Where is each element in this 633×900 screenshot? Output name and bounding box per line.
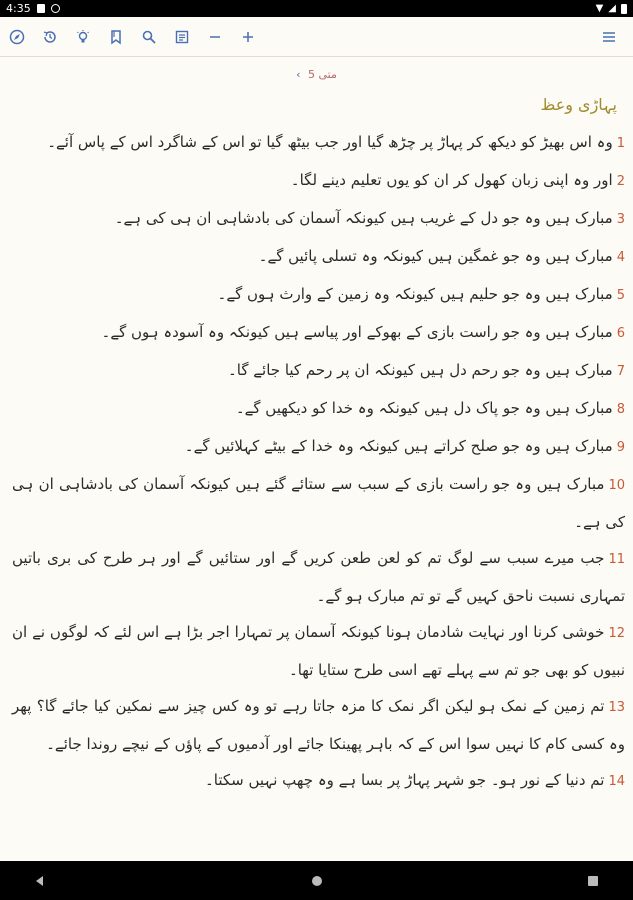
chevron-left-icon: › (296, 68, 301, 81)
notes-icon[interactable] (165, 17, 198, 57)
verse[interactable] (0, 614, 633, 688)
verse-text: مبارک ہیں وہ جو رحم دل ہیں کیونکہ ان پر رحم کیا جائے گا۔ (227, 361, 613, 379)
menu-icon[interactable] (592, 17, 625, 57)
zoom-in-icon[interactable] (231, 17, 264, 57)
verse[interactable] (0, 428, 633, 466)
reading-pane[interactable] (0, 58, 633, 861)
verse-text: تم زمین کے نمک ہو لیکن اگر نمک کا مزہ جاتا رہے تو وہ کس چیز سے نمکین کیا جائے گا؟ پھر وہ کسی کام کا نہیں سوا اس کے کہ باہر پھینکا جائے اور آدمیوں کے پاؤں کے نیچے روندا جائے۔ (12, 697, 625, 753)
verse[interactable] (0, 162, 633, 200)
verse[interactable] (0, 124, 633, 162)
verse-text: جب میرے سبب سے لوگ تم کو لعن طعن کریں گے اور ستائیں گے اور ہر طرح کی بری باتیں تمہاری نسبت ناحق کہیں گے تو تم مبارک ہو گے۔ (12, 549, 625, 605)
verse[interactable] (0, 540, 633, 614)
settings-icon (51, 4, 60, 13)
verse-number: 12 (608, 626, 625, 641)
zoom-out-icon[interactable] (198, 17, 231, 57)
verse-text: مبارک ہیں وہ جو غمگین ہیں کیونکہ وہ تسلی پائیں گے۔ (258, 247, 613, 265)
bookmark-icon[interactable] (99, 17, 132, 57)
compass-icon[interactable] (0, 17, 33, 57)
verse-number: 11 (608, 552, 625, 567)
section-heading: پہاڑی وعظ (540, 95, 617, 114)
verse-text: مبارک ہیں وہ جو راست بازی کے بھوکے اور پیاسے ہیں کیونکہ وہ آسودہ ہوں گے۔ (101, 323, 613, 341)
verse-text: اور وہ اپنی زبان کھول کر ان کو یوں تعلیم دینے لگا۔ (290, 171, 613, 189)
verse-list (0, 124, 633, 800)
verse-number: 3 (616, 212, 625, 227)
verse-text: مبارک ہیں وہ جو حلیم ہیں کیونکہ وہ زمین کے وارث ہوں گے۔ (217, 285, 613, 303)
signal-icon: ◢ (608, 3, 616, 14)
chapter-label: متی 5 (308, 68, 337, 81)
chapter-selector[interactable] (0, 58, 633, 84)
verse-number: 13 (608, 700, 625, 715)
verse[interactable] (0, 200, 633, 238)
verse-number: 10 (608, 478, 625, 493)
verse[interactable] (0, 466, 633, 540)
verse-number: 7 (616, 364, 625, 379)
status-bar (0, 0, 633, 17)
verse[interactable] (0, 352, 633, 390)
verse-number: 4 (616, 250, 625, 265)
verse-number: 2 (616, 174, 625, 189)
verse-number: 9 (616, 440, 625, 455)
battery-icon (621, 4, 627, 14)
history-icon[interactable] (33, 17, 66, 57)
sim-icon (37, 4, 45, 13)
verse-text: مبارک ہیں وہ جو صلح کراتے ہیں کیونکہ وہ خدا کے بیٹے کہلائیں گے۔ (184, 437, 613, 455)
recents-icon[interactable] (583, 871, 603, 891)
verse-text: تم دنیا کے نور ہو۔ جو شہر پہاڑ پر بسا ہے وہ چھپ نہیں سکتا۔ (204, 771, 605, 789)
verse-number: 5 (616, 288, 625, 303)
verse-number: 6 (616, 326, 625, 341)
verse-text: مبارک ہیں وہ جو راست بازی کے سبب سے ستائے گئے ہیں کیونکہ آسمان کی بادشاہی ان ہی کی ہے۔ (12, 475, 625, 531)
toolbar (0, 17, 633, 57)
verse-number: 1 (616, 136, 625, 151)
system-nav-bar (0, 861, 633, 900)
wifi-icon: ▼ (595, 3, 604, 14)
back-icon[interactable] (30, 871, 50, 891)
lightbulb-icon[interactable] (66, 17, 99, 57)
home-icon[interactable] (307, 871, 327, 891)
verse[interactable] (0, 688, 633, 762)
verse[interactable] (0, 390, 633, 428)
verse[interactable] (0, 314, 633, 352)
verse[interactable] (0, 238, 633, 276)
verse[interactable] (0, 762, 633, 800)
verse-text: مبارک ہیں وہ جو پاک دل ہیں کیونکہ وہ خدا کو دیکھیں گے۔ (235, 399, 613, 417)
verse[interactable] (0, 276, 633, 314)
verse-text: خوشی کرنا اور نہایت شادمان ہونا کیونکہ آسمان پر تمہارا اجر بڑا ہے اس لئے کہ لوگوں نے ان نبیوں کو بھی جو تم سے پہلے تھے اسی طرح ستایا تھا۔ (12, 623, 625, 679)
verse-number: 8 (616, 402, 625, 417)
verse-text: وہ اس بھیڑ کو دیکھ کر پہاڑ پر چڑھ گیا اور جب بیٹھ گیا تو اس کے شاگرد اس کے پاس آئے۔ (47, 133, 613, 151)
search-icon[interactable] (132, 17, 165, 57)
verse-text: مبارک ہیں وہ جو دل کے غریب ہیں کیونکہ آسمان کی بادشاہی ان ہی کی ہے۔ (114, 209, 613, 227)
verse-number: 14 (608, 774, 625, 789)
status-time: 4:35 (6, 2, 31, 15)
